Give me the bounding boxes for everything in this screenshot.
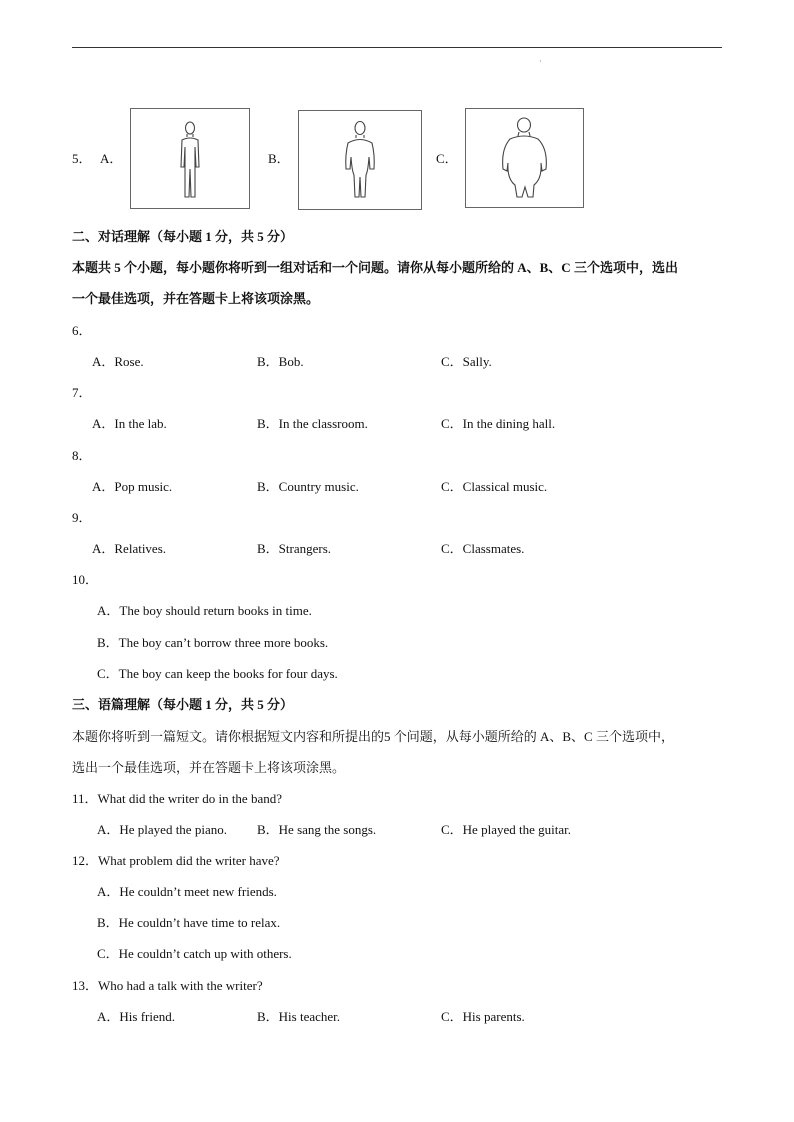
header-mark: ·: [539, 57, 542, 66]
q13-option-c[interactable]: C．His parents.: [441, 1009, 525, 1024]
q8-option-b[interactable]: B．Country music.: [257, 479, 359, 494]
q5-picture-b[interactable]: [298, 110, 422, 210]
q13-question: 13．Who had a talk with the writer?: [72, 978, 263, 993]
q11-option-b[interactable]: B．He sang the songs.: [257, 822, 377, 837]
q7-number: 7．: [72, 385, 92, 400]
q6-option-c[interactable]: C．Sally.: [441, 354, 492, 369]
q5-picture-a[interactable]: [130, 108, 250, 209]
section2-instruction-line1: 本题共 5 个小题，每小题你将听到一组对话和一个问题。请你从每小题所给的 A、B、C 三个选项中，选出: [72, 260, 678, 275]
q12-option-a[interactable]: A．He couldn’t meet new friends.: [97, 884, 277, 899]
q7-option-b[interactable]: B．In the classroom.: [257, 416, 368, 431]
q10-option-b[interactable]: B．The boy can’t borrow three more books.: [97, 635, 329, 650]
q12-option-c[interactable]: C．He couldn’t catch up with others.: [97, 946, 292, 961]
q6-number: 6．: [72, 323, 92, 338]
q10-option-c[interactable]: C．The boy can keep the books for four days.: [97, 666, 338, 681]
q10-option-a[interactable]: A．The boy should return books in time.: [97, 603, 312, 618]
section2-instruction-line2: 一个最佳选项，并在答题卡上将该项涂黑。: [72, 291, 320, 306]
q9-option-c[interactable]: C．Classmates.: [441, 541, 525, 556]
q8-option-a[interactable]: A．Pop music.: [92, 479, 173, 494]
q9-option-b[interactable]: B．Strangers.: [257, 541, 332, 556]
q5-option-b-label[interactable]: B．: [268, 151, 290, 166]
section3-instruction-line2: 选出一个最佳选项，并在答题卡上将该项涂黑。: [72, 760, 346, 775]
q5-option-a-label[interactable]: A．: [100, 151, 123, 166]
header-rule: [72, 47, 722, 48]
q6-option-b[interactable]: B．Bob.: [257, 354, 304, 369]
q7-option-a[interactable]: A．In the lab.: [92, 416, 167, 431]
q8-number: 8．: [72, 448, 92, 463]
q6-option-a[interactable]: A．Rose.: [92, 354, 144, 369]
q5-picture-c[interactable]: [465, 108, 584, 208]
q12-option-b[interactable]: B．He couldn’t have time to relax.: [97, 915, 281, 930]
q7-option-c[interactable]: C．In the dining hall.: [441, 416, 556, 431]
q5-option-c-label[interactable]: C．: [436, 151, 458, 166]
fat-person-icon: [466, 109, 583, 207]
q11-option-a[interactable]: A．He played the piano.: [97, 822, 227, 837]
q13-option-a[interactable]: A．His friend.: [97, 1009, 175, 1024]
q8-option-c[interactable]: C．Classical music.: [441, 479, 548, 494]
q10-number: 10．: [72, 572, 99, 587]
q9-number: 9．: [72, 510, 92, 525]
section3-title: 三、语篇理解（每小题 1 分，共 5 分）: [72, 697, 294, 712]
q11-option-c[interactable]: C．He played the guitar.: [441, 822, 571, 837]
q13-option-b[interactable]: B．His teacher.: [257, 1009, 341, 1024]
medium-person-icon: [299, 111, 421, 209]
q12-question: 12．What problem did the writer have?: [72, 853, 280, 868]
q5-number: 5．: [72, 151, 92, 166]
thin-person-icon: [131, 109, 249, 208]
q9-option-a[interactable]: A．Relatives.: [92, 541, 167, 556]
section3-instruction-line1: 本题你将听到一篇短文。请你根据短文内容和所提出的5 个问题，从每小题所给的 A、B、C 三个选项中，: [72, 729, 674, 744]
q11-question: 11．What did the writer do in the band?: [72, 791, 282, 806]
section2-title: 二、对话理解（每小题 1 分，共 5 分）: [72, 229, 294, 244]
